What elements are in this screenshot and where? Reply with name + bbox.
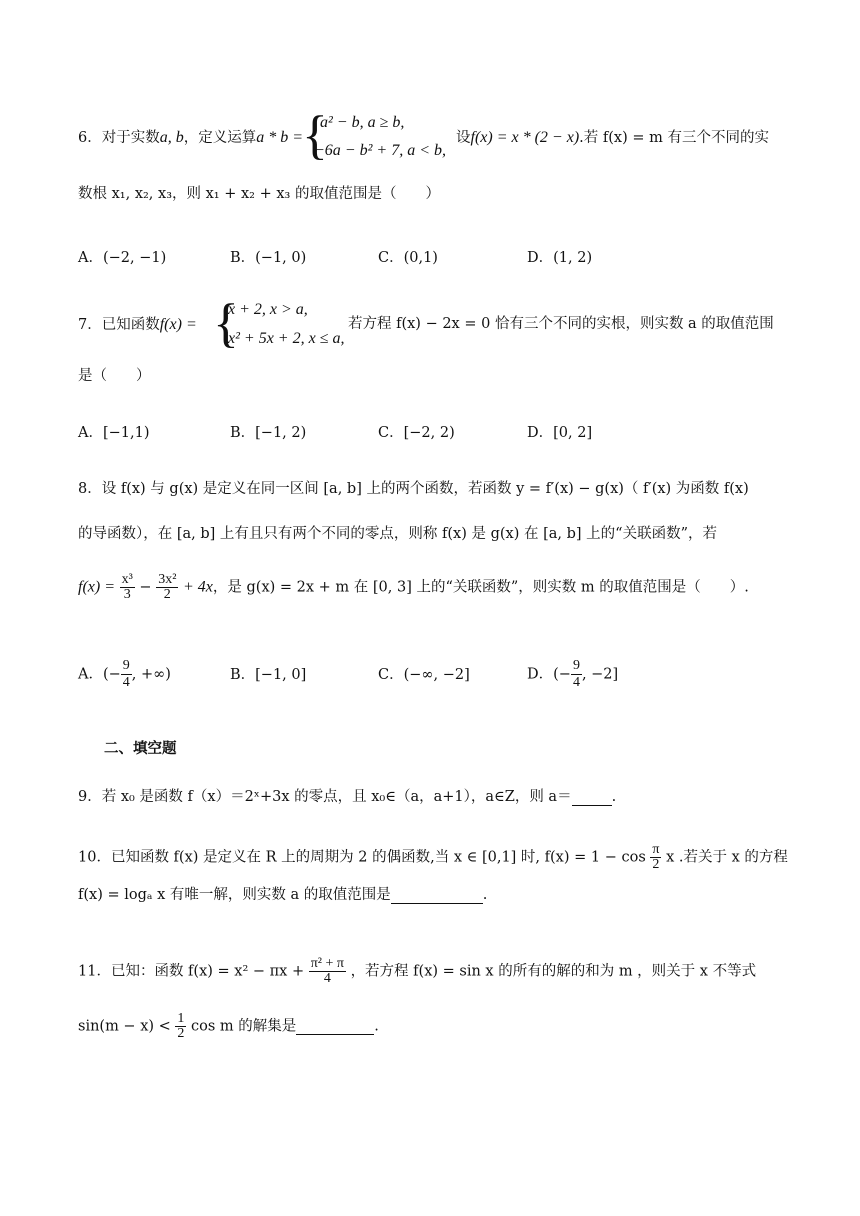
q8-option-b: B．[−1, 0] bbox=[230, 667, 307, 683]
q6-brace: { bbox=[302, 105, 328, 165]
q6-option-a: A．(−2, −1) bbox=[78, 250, 167, 266]
q6-mid: ，定义运算 bbox=[183, 130, 257, 146]
q10-line1 bbox=[78, 843, 788, 872]
q7-prefix: 7．已知函数 bbox=[78, 317, 160, 333]
q6-vars: a, b bbox=[159, 129, 184, 146]
q11-frac2-num: 1 bbox=[177, 1011, 185, 1026]
q9-text: 9．若 x₀ 是函数 f（x）＝2ˣ+3x 的零点，且 x₀∈（a，a+1），a∈Z，则 a＝ bbox=[78, 789, 572, 805]
q6-option-d: D．(1, 2) bbox=[527, 250, 593, 266]
q10-text-2: f(x) = logₐ x 有唯一解，则实数 a 的取值范围是 bbox=[78, 887, 391, 903]
q8-optA-pre: A．(− bbox=[78, 666, 121, 683]
q8-optA-post: , +∞) bbox=[131, 666, 171, 683]
q10-frac-den: 2 bbox=[652, 857, 660, 872]
q8-option-d bbox=[527, 658, 618, 691]
q8-option-c: C．(−∞, −2] bbox=[378, 667, 470, 683]
q8-line3-tail: ，是 g(x) = 2x + m 在 [0, 3] 上的“关联函数”，则实数 m 的取值范围是（ ）. bbox=[212, 579, 749, 596]
q9-answer-blank[interactable] bbox=[572, 790, 612, 806]
q11-text-2b: cos m 的解集是 bbox=[191, 1018, 297, 1035]
q8-line1: 8．设 f(x) 与 g(x) 是定义在同一区间 [a, b] 上的两个函数，若函数 y = f′(x) − g(x)（ f′(x) 为函数 f(x) bbox=[78, 481, 749, 497]
q8-minus: − bbox=[139, 579, 152, 596]
q10-line2 bbox=[78, 888, 487, 904]
q8-option-a bbox=[78, 658, 171, 691]
q7-line2: 是（ ） bbox=[78, 368, 151, 384]
q9-line bbox=[78, 790, 616, 806]
q8-f-def: f(x) = bbox=[78, 578, 115, 596]
q11-answer-blank[interactable] bbox=[296, 1020, 374, 1036]
q6-case1: a² − b, a ≥ b, bbox=[320, 114, 405, 131]
q11-frac-den: 4 bbox=[323, 971, 331, 986]
q8-frac2-num: 3x² bbox=[158, 572, 177, 587]
q6-line1 bbox=[78, 130, 303, 146]
q11-line2 bbox=[78, 1012, 379, 1041]
q6-line2: 数根 x₁, x₂, x₃，则 x₁ + x₂ + x₃ 的取值范围是（ ） bbox=[78, 186, 440, 202]
q8-fraction-1 bbox=[120, 573, 135, 602]
q11-frac2-den: 2 bbox=[177, 1026, 185, 1041]
q6-case2: −6a − b² + 7, a < b, bbox=[314, 142, 446, 159]
q8-line3 bbox=[78, 573, 749, 602]
q10-text-b: x .若关于 x 的方程 bbox=[666, 849, 788, 866]
q11-fraction-2 bbox=[175, 1012, 186, 1041]
q6-line1-tail bbox=[456, 130, 769, 146]
q10-text-a: 10．已知函数 f(x) 是定义在 R 上的周期为 2 的偶函数,当 x ∈ [0,1] 时, f(x) = 1 − cos bbox=[78, 849, 646, 866]
q6-option-b: B．(−1, 0) bbox=[230, 250, 307, 266]
q11-text-b: ，若方程 f(x) = sin x 的所有的解的和为 m ，则关于 x 不等式 bbox=[350, 963, 757, 980]
q7-fx: f(x) = bbox=[159, 316, 197, 333]
q6-set: 设 bbox=[456, 130, 471, 146]
q10-end: . bbox=[482, 887, 488, 903]
q8-optA-num: 9 bbox=[122, 658, 130, 673]
q7-option-a: A．[−1,1) bbox=[78, 425, 150, 441]
q8-optA-frac bbox=[121, 658, 132, 691]
q8-optA-den: 4 bbox=[122, 675, 130, 690]
q8-line2: 的导函数），在 [a, b] 上有且只有两个不同的零点，则称 f(x) 是 g(x) 在 [a, b] 上的“关联函数”，若 bbox=[78, 526, 717, 542]
q8-frac1-den: 3 bbox=[123, 587, 131, 602]
q11-text-a: 11．已知：函数 f(x) = x² − πx + bbox=[78, 963, 305, 980]
q8-frac1-num: x³ bbox=[121, 572, 133, 587]
q8-optD-den: 4 bbox=[572, 675, 580, 690]
section-title-fill-in: 二、填空题 bbox=[104, 741, 177, 757]
q11-end: . bbox=[374, 1018, 379, 1035]
q6-option-c: C．(0,1) bbox=[378, 250, 438, 266]
q10-fraction bbox=[650, 843, 661, 872]
q6-fx: f(x) = x * (2 − x) bbox=[470, 129, 580, 146]
q11-frac-num: π² + π bbox=[310, 956, 344, 971]
q6-prefix: 6．对于实数 bbox=[78, 130, 160, 146]
q11-fraction bbox=[309, 957, 346, 986]
q7-option-b: B．[−1, 2) bbox=[230, 425, 307, 441]
q7-case1: x + 2, x > a, bbox=[228, 301, 308, 318]
q8-plus-4x: + 4x bbox=[183, 578, 213, 596]
q10-answer-blank[interactable] bbox=[391, 888, 483, 904]
q7-option-d: D．[0, 2] bbox=[527, 425, 593, 441]
q7-brace: { bbox=[213, 293, 239, 353]
q10-frac-num: π bbox=[652, 842, 660, 857]
q8-frac2-den: 2 bbox=[163, 587, 171, 602]
q8-optD-post: , −2] bbox=[581, 666, 619, 683]
q7-rest: 若方程 f(x) − 2x = 0 恰有三个不同的实根，则实数 a 的取值范围 bbox=[348, 316, 774, 332]
q6-cond: .若 f(x) = m 有三个不同的实 bbox=[579, 130, 769, 146]
q7-option-c: C．[−2, 2) bbox=[378, 425, 455, 441]
q6-op: a * b = bbox=[256, 129, 304, 146]
q11-text-2a: sin(m − x) < bbox=[78, 1018, 171, 1035]
q7-case2: x² + 5x + 2, x ≤ a, bbox=[228, 330, 345, 347]
q8-optD-frac bbox=[571, 658, 582, 691]
q11-line1 bbox=[78, 957, 756, 986]
q8-fraction-2 bbox=[156, 573, 178, 602]
q8-optD-num: 9 bbox=[572, 658, 580, 673]
q9-end: . bbox=[611, 789, 617, 805]
q7-line1 bbox=[78, 317, 197, 333]
q8-optD-pre: D．(− bbox=[527, 666, 571, 683]
